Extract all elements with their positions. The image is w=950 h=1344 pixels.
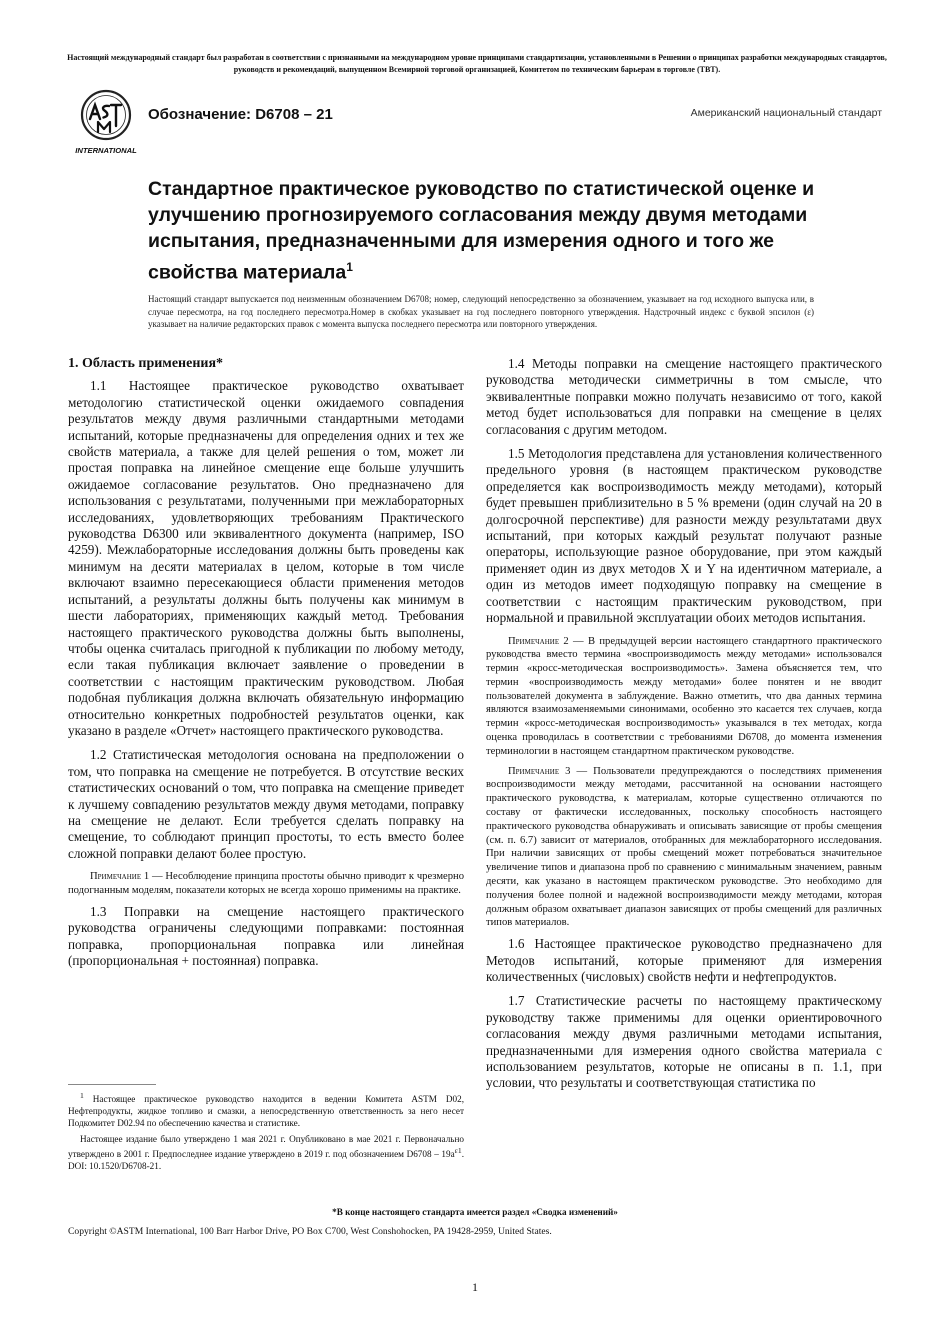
note-2	[486, 635, 882, 759]
international-standard-notice: Настоящий международный стандарт был разработан в соответствии с признанными на международном уровне принципами стандартизации, установленными в Решении о принципах разработки международных стандартов, руководств и рекомендаций, выпущенном Всемирной торговой организацией, Комитетом по техническим барьерам в торговле (ТВТ).	[67, 53, 887, 74]
footnote-edition-epsilon: ε1	[454, 1146, 462, 1156]
footnote-1-marker: 1	[80, 1091, 84, 1100]
page-number: 1	[472, 1280, 478, 1294]
section-heading-scope: 1. Область применения*	[68, 356, 224, 371]
left-column	[68, 356, 464, 977]
footnote-edition-text: Настоящее издание было утверждено 1 мая 2021 г. Опубликовано в мае 2021 г. Первоначально утверждено в 2001 г. Предпоследнее издание утверждено в 2019 г. под обозначением D6708 – 19a	[68, 1134, 464, 1160]
paragraph-1-3: 1.3 Поправки на смещение настоящего практического руководства ограничены следующими поправками: постоянная поправка, пропорциональная поправка или линейная (пропорциональная + постоянная) поправка.	[68, 903, 464, 968]
note-1	[68, 870, 464, 898]
paragraph-1-6: 1.6 Настоящее практическое руководство предназначено для Методов испытаний, которые применяют для измерения количественных (числовых) свойств нефти и нефтепродуктов.	[486, 936, 882, 985]
note-1-text: — Несоблюдение принципа простоты обычно приводит к чрезмерно подогнанным моделям, показатели которых не всегда хорошо применимы на практике.	[68, 871, 464, 896]
right-column	[486, 356, 882, 1100]
note-2-text: — В предыдущей версии настоящего стандартного практического руководства вместо термина «воспроизводимость между методами» использовался термин «кросс-методическая воспроизводимость». Замена объясняется тем, что термин «воспроизводимость между методами» более понятен и не вводит пользователей документа в заблуждение. Важно отметить, что два данных термина являются взаимозаменяемыми синонимами, особенно это касается тех случаев, когда термин «кросс-методическая воспроизводимость» указывался в тех методах, когда оценка проводилась в соответствии с требованиями D6708, до момента изменения терминологии в настоящем стандартном практическом руководстве.	[486, 635, 882, 757]
paragraph-1-2: 1.2 Статистическая методология основана на предположении о том, что поправка на смещение не потребуется. В отсутствие веских статистических оснований о том, что поправка на смещение приведет к лучшему совпадению результатов между двумя методами, поправку на смещение не делают. Если требуется сделать поправку на смещение, то соблюдают принцип простоты, то есть вместо более сложной поправки делают более простую.	[68, 747, 464, 861]
astm-logo-icon	[82, 91, 130, 139]
footnotes	[68, 1090, 464, 1176]
footnote-divider	[68, 1084, 156, 1085]
paragraph-1-1: 1.1 Настоящее практическое руководство охватывает методологию статистической оценки ожидаемого совпадения результатов между двумя различными стандартными методами испытаний, которые предназначены для определения одних и тех же свойств материала, а также для целей решения о том, может ли простая поправка на линейное смещение еще больше улучшить ожидаемое согласование результатов. Оно предназначено для использования с результатами, полученными при межлабораторных исследованиях, удовлетворяющих требованиям Практического руководства D6300 или эквивалентного документа (например, ISO 4259). Межлабораторные исследования должны быть проведены как минимум на десяти материалах в целом, которые в том числе включают взаимно пересекающиеся области применения методов испытаний, а результаты должны быть получены как минимум в шести лабораториях, применяющих каждый метод. Требования настоящего практического руководства должны быть выполнены, чтобы оценка считалась пригодной к публикации по любому методу, если такая публикация включает заявление о проведении в соответствии с настоящим практическим руководством. Любая подобная публикация должна включать обязательную информацию относительно конкретных подробностей результатов оценки, как указано в разделе «Отчет» настоящего практического руководства.	[68, 378, 464, 738]
note-1-label: Примечание 1	[90, 871, 150, 883]
summary-of-changes-note: *В конце настоящего стандарта имеется раздел «Сводка изменений»	[332, 1207, 618, 1217]
note-2-label: Примечание 2	[508, 635, 569, 647]
document-title	[148, 176, 848, 286]
designation: Обозначение: D6708 – 21	[148, 106, 333, 123]
footnote-edition-doi: . DOI: 10.1520/D6708-21.	[68, 1149, 464, 1172]
title-text: Стандартное практическое руководство по статистической оценке и улучшению прогнозируемого согласования между двумя методами испытания, предназначенными для измерения одного и того же свойства материала	[148, 178, 815, 284]
title-footnote-ref: 1	[346, 260, 353, 274]
paragraph-1-4: 1.4 Методы поправки на смещение настоящего практического руководства методически симметричны в том смысле, что эквивалентные поправки можно получать независимо от того, какой метод будет использоваться для поправки на смещение в целях согласования с другим методом.	[486, 356, 882, 437]
note-3-label: Примечание 3	[508, 765, 571, 777]
astm-international-logo	[68, 86, 144, 156]
note-3-text: — Пользователи предупреждаются о последствиях применения воспроизводимости между методами, рассчитанной на основании настоящего практического руководства, к материалам, которые существенно отличаются по составу от фактически исследованных, поскольку способность настоящего практического руководства обнаруживать и описывать зависящие от пробы смещения (см. п. 6.7) зависит от материалов, отобранных для межлабораторного исследования. При наличии зависящих от пробы смещений может потребоваться значительное увеличение типов и диапазона проб по сравнению с минимальным значением, равным десяти, как указано в настоящем практическом руководстве. Это необходимо для получения более полной и надежной воспроизводимости между методами, которая должным образом охватывает диапазон зависящих от пробы смещений для различных типов материалов.	[486, 765, 882, 929]
copyright: Copyright ©ASTM International, 100 Barr Harbor Drive, PO Box C700, West Conshohocken, PA 19428-2959, United States.	[68, 1226, 552, 1237]
national-standard-label: Американский национальный стандарт	[690, 107, 882, 119]
paragraph-1-7: 1.7 Статистические расчеты по настоящему практическому руководству также применимы для оценки ориентировочного согласования между двумя различными методами испытания, предназначенными для измерения одного свойства материала с использованием результатов, которые не описаны в п. 1.1, при условии, что результаты и соответствующая статистика по	[486, 993, 882, 1091]
note-3	[486, 765, 882, 931]
footnote-1-text: Настоящее практическое руководство находится в ведении Комитета ASTM D02, Нефтепродукты, жидкое топливо и смазки, а непосредственную ответственность за него несет Подкомитет D02.94 по обеспечению качества и статистике.	[68, 1094, 464, 1129]
footnote-1	[68, 1090, 464, 1129]
logo-text: INTERNATIONAL	[75, 146, 137, 155]
footnote-edition	[68, 1133, 464, 1172]
paragraph-1-5: 1.5 Методология представлена для установления количественного предельного уровня (в настоящем практическом руководстве определяется как воспроизводимость между методами), который будет превышен приблизительно в 5 % времени (один случай на 20 в долгосрочной перспективе) для разности между результатами двух испытаний, при которых каждый результат получают разные операторы, использующие разное оборудование, при этом каждый применяет один из двух методов X и Y на идентичном материале, а один из методов имеет подходящую поправку на смещение в соответствии с настоящим практическим руководством, при нормальной и правильной эксплуатации обоих методов испытания.	[486, 446, 882, 626]
issue-note: Настоящий стандарт выпускается под неизменным обозначением D6708; номер, следующий непосредственно за обозначением, указывает на год исходного выпуска или, в случае пересмотра, на год последнего пересмотра.Номер в скобках указывает на год последнего повторного утверждения. Надстрочный индекс с буквой эпсилон (ε) указывает на наличие редакторских правок с момента выпуска последнего пересмотра или повторного утверждения.	[148, 294, 814, 329]
